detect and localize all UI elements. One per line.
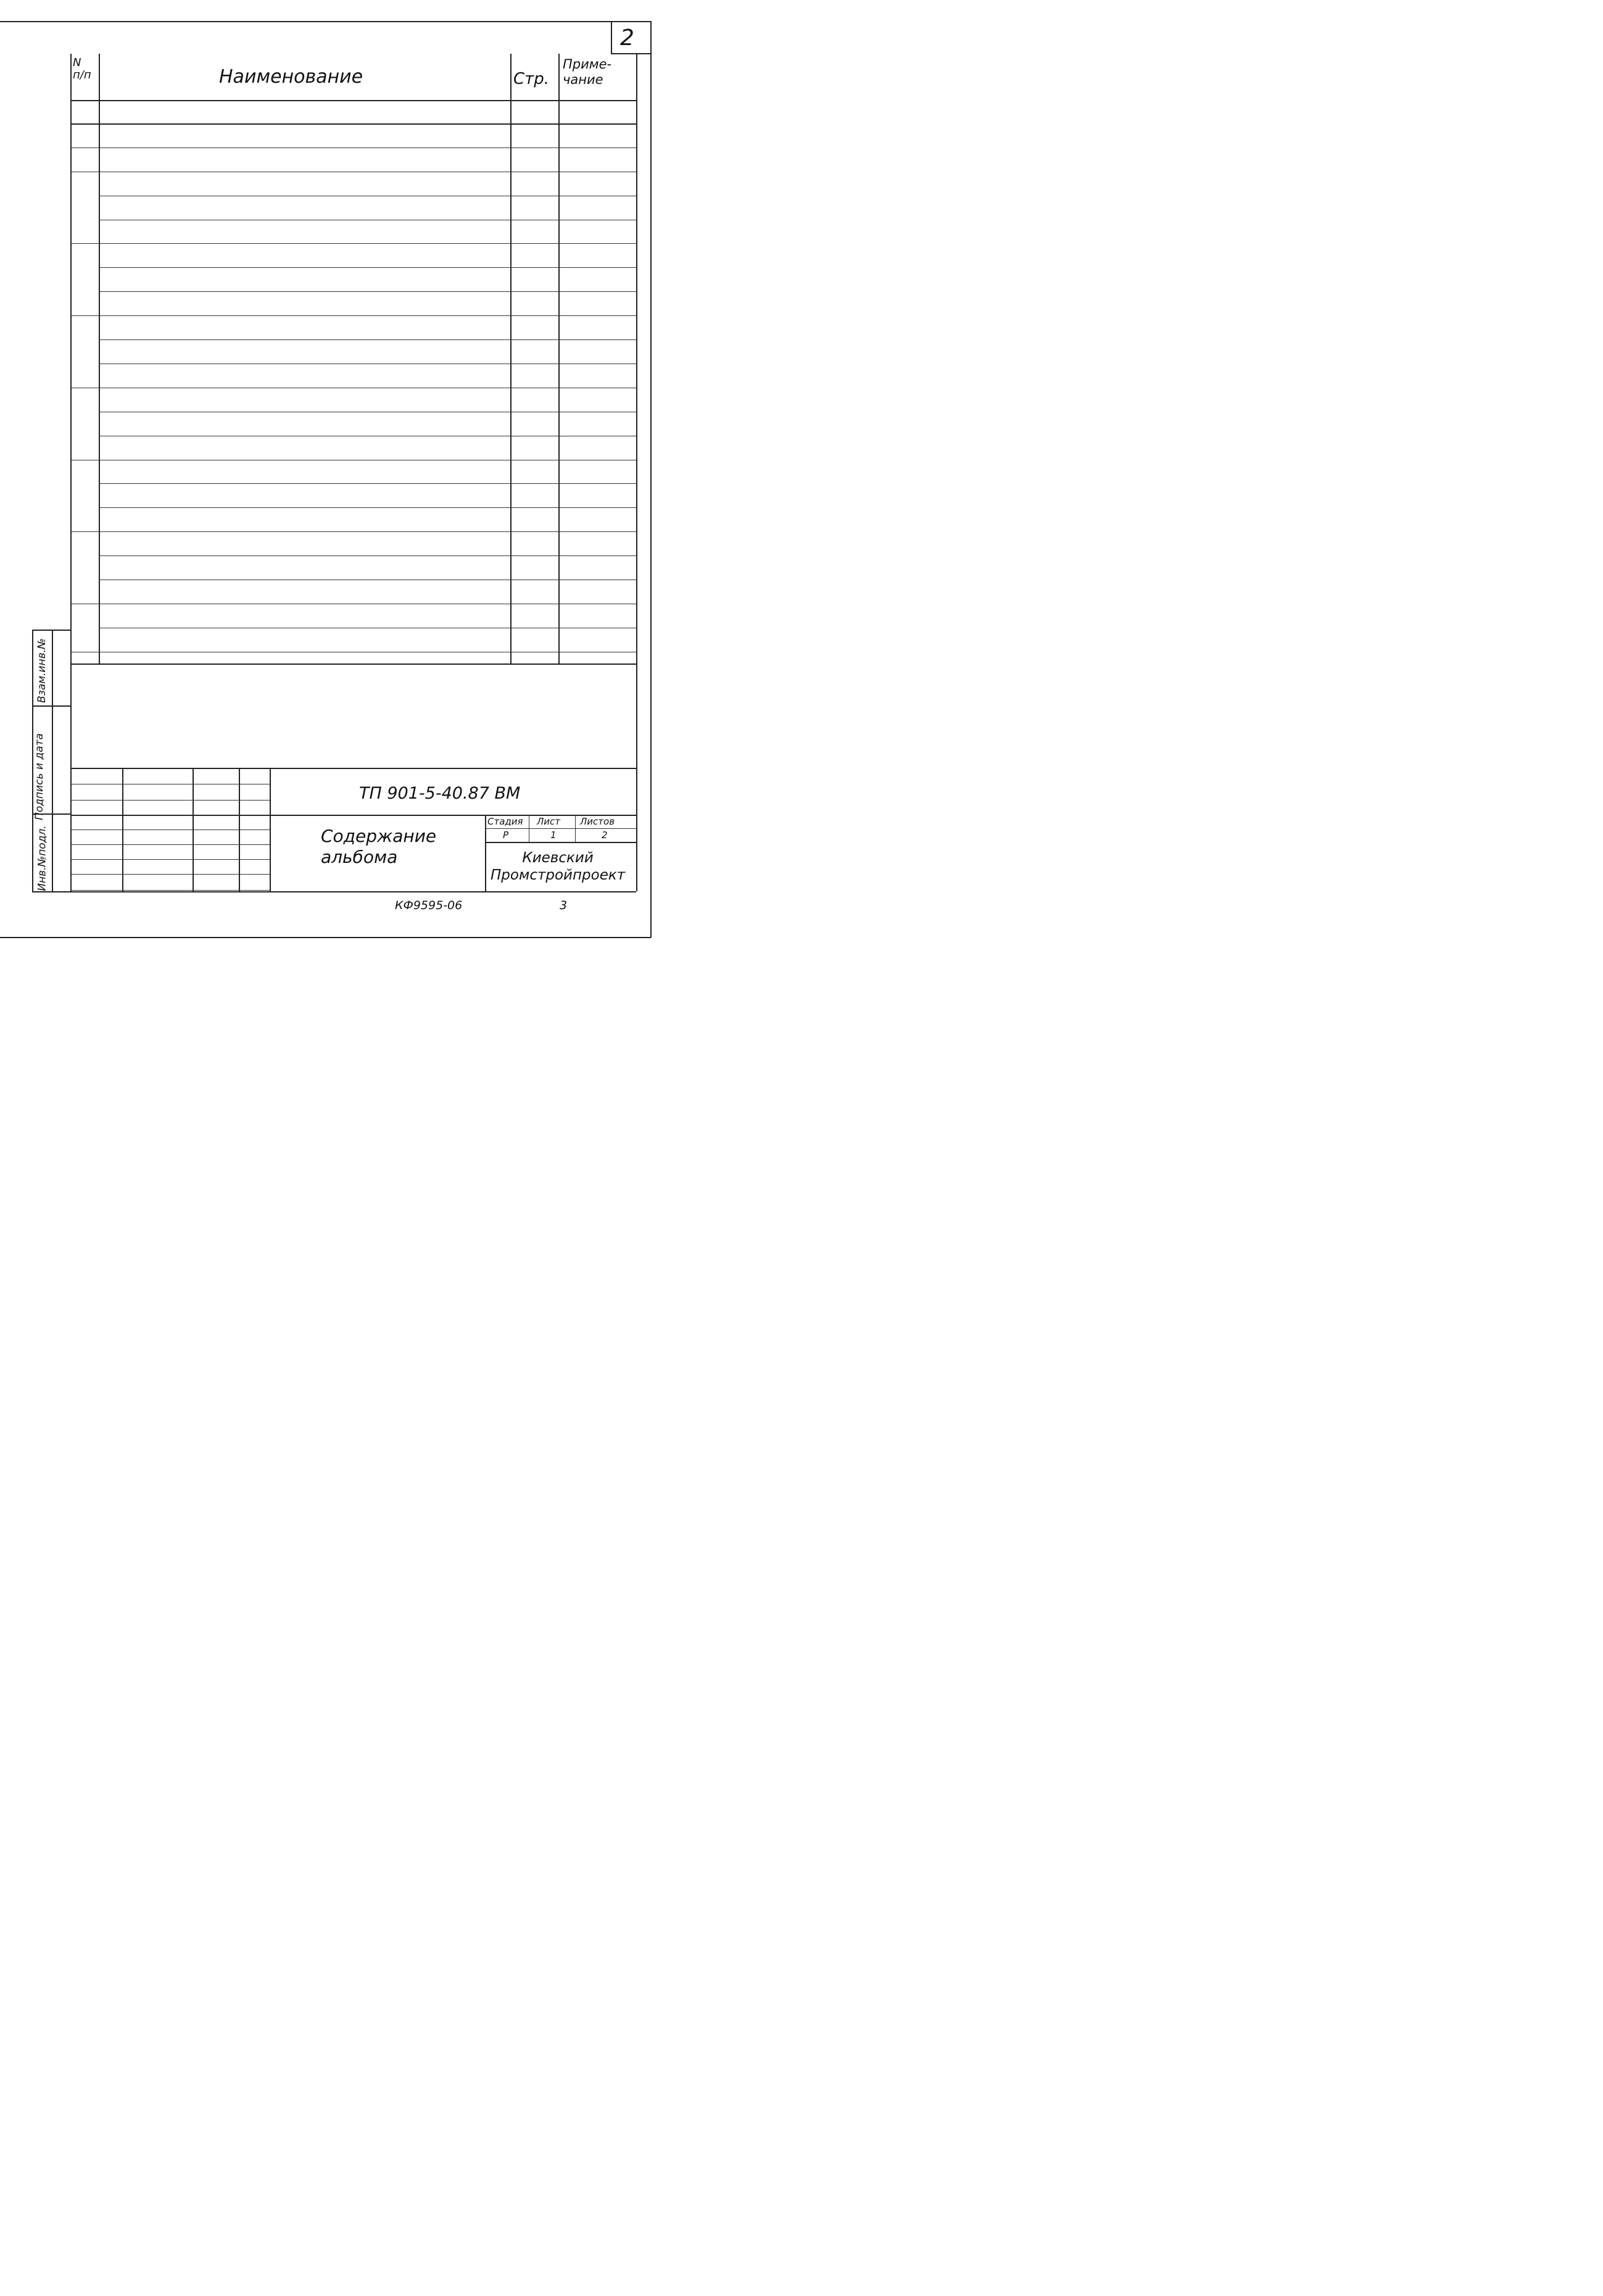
stage-value: Р	[503, 830, 509, 841]
col-num-divider	[99, 54, 100, 663]
sheet-value: 1	[550, 830, 557, 841]
side-strip-div2	[32, 813, 70, 815]
side-strip-bottom	[32, 891, 70, 892]
table-bottom-border	[70, 663, 636, 665]
header-num: N п/п	[73, 56, 91, 81]
sheet-label: Лист	[537, 816, 561, 827]
row-line	[99, 339, 636, 340]
tb-h2	[70, 800, 270, 801]
tb-v-date	[270, 768, 271, 891]
header-note: Приме- чание	[563, 57, 612, 87]
row-line	[99, 483, 636, 484]
header-bottom-border	[70, 100, 636, 101]
signer-row-line	[70, 890, 270, 891]
top-border	[0, 21, 651, 22]
row-line	[70, 315, 636, 316]
copy-code: КФ9595-06	[395, 899, 463, 912]
tb-v-stage-2	[575, 815, 576, 842]
tb-stage-value-bottom	[485, 842, 637, 843]
row-line	[99, 267, 636, 268]
header-page: Стр.	[513, 70, 550, 88]
bottom-border	[0, 937, 651, 938]
row-line	[99, 507, 636, 508]
table-right-border	[636, 54, 637, 891]
side-label-inv: Инв.№подл.	[36, 825, 49, 891]
row-line	[99, 555, 636, 556]
col-note-divider	[558, 54, 560, 663]
col-page-divider	[510, 54, 512, 663]
title-block-top	[70, 768, 637, 769]
row-line	[70, 531, 636, 532]
tb-stage-header-bottom	[485, 828, 637, 829]
sheet-number-box-bottom	[611, 53, 651, 54]
header-name: Наименование	[219, 66, 363, 88]
side-strip-div1	[32, 705, 70, 707]
organization: Киевский Промстройпроект	[491, 850, 626, 883]
side-strip-right	[52, 630, 53, 892]
sheets-value: 2	[602, 830, 608, 841]
signer-row-line	[70, 859, 270, 860]
doc-code: ТП 901-5-40.87 ВМ	[359, 784, 521, 803]
footer-page-number: 3	[560, 899, 568, 912]
row-line	[99, 291, 636, 292]
table-left-border	[70, 54, 72, 891]
side-label-vzam: Взам.инв.№	[35, 638, 48, 703]
stage-label: Стадия	[487, 816, 523, 827]
side-strip-left	[32, 630, 33, 892]
sheet-number-box-left	[611, 21, 612, 54]
sheet-number: 2	[620, 25, 634, 51]
side-label-podpis: Подпись и дата	[33, 733, 46, 820]
empty-row-border	[70, 123, 636, 125]
doc-title: Содержание альбома	[321, 826, 437, 867]
sheets-label: Листов	[580, 816, 615, 827]
side-strip	[32, 630, 69, 892]
side-strip-top	[32, 630, 70, 631]
signer-row-line	[70, 844, 270, 845]
row-line	[70, 243, 636, 244]
bottom-frame-line	[70, 891, 636, 892]
signer-row-line	[70, 874, 270, 875]
tb-v-stage-left	[485, 815, 486, 891]
right-border	[650, 21, 652, 938]
